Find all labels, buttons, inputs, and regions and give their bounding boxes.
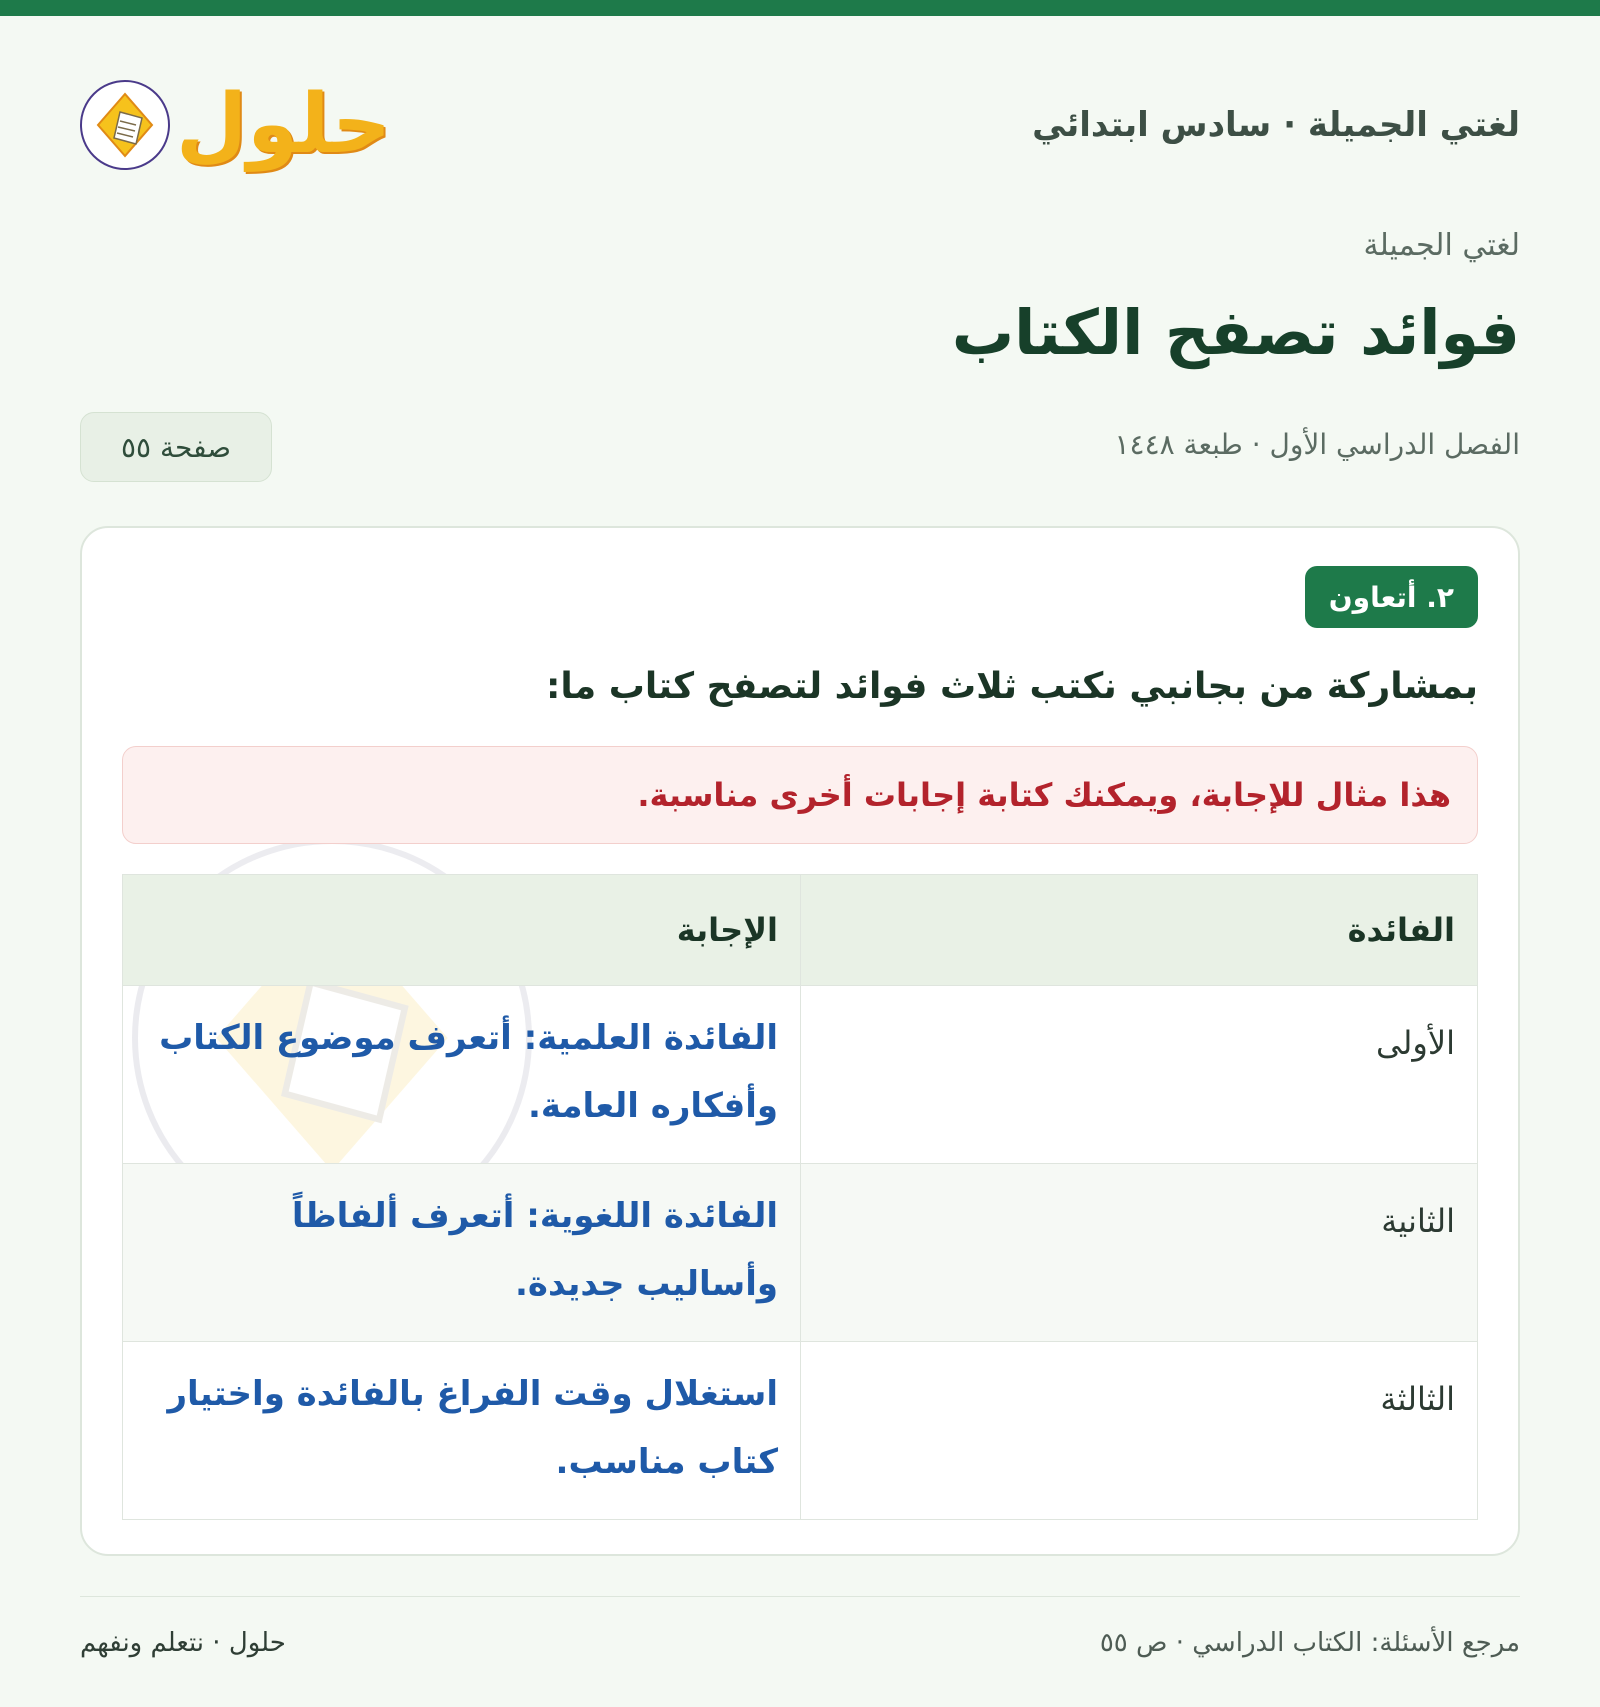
sample-answer-note: هذا مثال للإجابة، ويمكنك كتابة إجابات أخرى مناسبة. (122, 746, 1478, 844)
benefit-cell: الثانية (800, 1164, 1477, 1341)
page-title: فوائد تصفح الكتاب (951, 296, 1520, 369)
top-accent-bar (0, 0, 1600, 16)
edition-meta: الفصل الدراسي الأول · طبعة ١٤٤٨ (1114, 428, 1520, 461)
logo-wordmark: حلول (176, 77, 392, 172)
column-header-benefit: الفائدة (800, 875, 1477, 985)
exercise-question: بمشاركة من بجانبي نكتب ثلاث فوائد لتصفح كتاب ما: (545, 666, 1478, 707)
subject-kicker: لغتي الجميلة (1363, 228, 1520, 263)
table-row (123, 1341, 1477, 1519)
site-logo[interactable] (80, 77, 392, 172)
header-title: لغتي الجميلة · سادس ابتدائي (1032, 105, 1520, 145)
site-header (80, 70, 1520, 180)
benefit-cell: الثالثة (800, 1342, 1477, 1519)
benefit-cell: الأولى (800, 986, 1477, 1163)
book-diamond-icon (80, 80, 170, 170)
exercise-badge: ٢. أتعاون (1305, 566, 1478, 628)
answer-cell: استغلال وقت الفراغ بالفائدة واختيار كتاب مناسب. (167, 1374, 778, 1482)
exercise-card (80, 526, 1520, 1556)
table-row (123, 985, 1477, 1163)
footer-brand[interactable]: حلول · نتعلم ونفهم (80, 1628, 286, 1658)
footer-reference: مرجع الأسئلة: الكتاب الدراسي · ص ٥٥ (1099, 1628, 1520, 1658)
page-number-badge: صفحة ٥٥ (80, 412, 272, 482)
answer-cell: الفائدة العلمية: أتعرف موضوع الكتاب وأفكاره العامة. (159, 1018, 778, 1126)
answer-cell: الفائدة اللغوية: أتعرف ألفاظاً وأساليب جديدة. (291, 1196, 778, 1304)
column-header-answer: الإجابة (676, 911, 778, 949)
footer-divider (80, 1596, 1520, 1597)
table-row (123, 1163, 1477, 1341)
table-header-row (123, 875, 1477, 985)
benefits-table (122, 874, 1478, 1520)
